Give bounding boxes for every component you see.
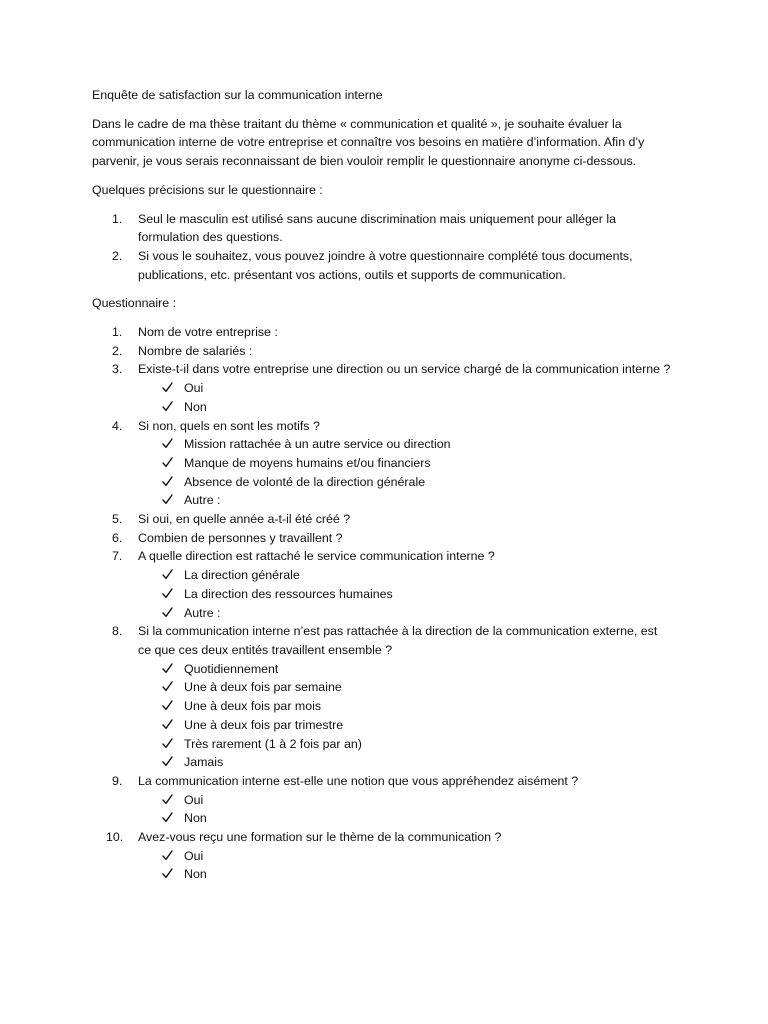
question-number: 10.: [106, 830, 124, 845]
answer-option: [92, 491, 672, 510]
question-text: Si oui, en quelle année a-t-il été créé ?: [138, 512, 351, 527]
answer-option: [92, 791, 672, 810]
checkmark-icon: [162, 604, 176, 622]
answer-option: [92, 865, 672, 884]
questions-list: [92, 323, 672, 884]
question-item: [92, 529, 672, 548]
answer-option: [92, 697, 672, 716]
answer-options: [92, 435, 672, 510]
question-text: Si non, quels en sont les motifs ?: [138, 418, 320, 433]
question-number: 1.: [112, 325, 123, 340]
question-number: 8.: [112, 624, 123, 639]
option-label: Oui: [184, 792, 204, 807]
option-label: La direction générale: [184, 568, 300, 583]
question-text: Existe-t-il dans votre entreprise une direction ou un service chargé de la communication interne ?: [138, 362, 671, 377]
question-number: 9.: [112, 773, 123, 788]
precisions-heading: Quelques précisions sur le questionnaire :: [92, 182, 323, 197]
checkmark-icon: [162, 398, 176, 416]
answer-option: [92, 716, 672, 735]
precision-text: Seul le masculin est utilisé sans aucune discrimination mais uniquement pour alléger la formulation des questions.: [138, 211, 616, 245]
option-label: Oui: [184, 848, 204, 863]
question-text: Combien de personnes y travaillent ?: [138, 530, 343, 545]
answer-option: [92, 398, 672, 417]
option-label: La direction des ressources humaines: [184, 586, 393, 601]
precision-number: 1.: [112, 211, 123, 226]
checkmark-icon: [162, 566, 176, 584]
question-item: [92, 828, 672, 847]
answer-option: [92, 660, 672, 679]
answer-option: [92, 753, 672, 772]
checkmark-icon: [162, 865, 176, 883]
precision-item: [92, 210, 672, 247]
question-text: Nom de votre entreprise :: [138, 325, 278, 340]
question-number: 6.: [112, 530, 123, 545]
question-item: [92, 417, 672, 436]
question-number: 2.: [112, 343, 123, 358]
checkmark-icon: [162, 585, 176, 603]
intro-paragraph: Dans le cadre de ma thèse traitant du thème « communication et qualité », je souhaite évaluer la communication interne de votre entreprise et connaître vos besoins en matière d’information. Afin d’y parvenir, je vous serais reconnaissant de bien vouloir remplir le questionnaire anonyme ci-dessous.: [92, 116, 645, 169]
question-item: [92, 360, 672, 379]
checkmark-icon: [162, 454, 176, 472]
checkmark-icon: [162, 847, 176, 865]
precision-number: 2.: [112, 248, 123, 263]
question-item: [92, 547, 672, 566]
question-number: 5.: [112, 512, 123, 527]
answer-option: [92, 379, 672, 398]
precision-item: [92, 247, 672, 284]
answer-option: [92, 473, 672, 492]
checkmark-icon: [162, 491, 176, 509]
option-label: Absence de volonté de la direction générale: [184, 474, 426, 489]
answer-option: [92, 809, 672, 828]
answer-option: [92, 566, 672, 585]
answer-option: [92, 604, 672, 623]
question-item: [92, 342, 672, 361]
option-label: Non: [184, 399, 207, 414]
question-number: 4.: [112, 418, 123, 433]
option-label: Une à deux fois par semaine: [184, 680, 342, 695]
option-label: Une à deux fois par mois: [184, 699, 322, 714]
answer-options: [92, 566, 672, 622]
question-text: A quelle direction est rattaché le service communication interne ?: [138, 549, 495, 564]
question-text: Nombre de salariés :: [138, 343, 253, 358]
question-text: La communication interne est-elle une notion que vous appréhendez aisément ?: [138, 773, 579, 788]
option-label: Une à deux fois par trimestre: [184, 717, 344, 732]
answer-options: [92, 847, 672, 884]
option-label: Très rarement (1 à 2 fois par an): [184, 736, 362, 751]
answer-option: [92, 585, 672, 604]
answer-option: [92, 435, 672, 454]
precision-text: Si vous le souhaitez, vous pouvez joindre à votre questionnaire complété tous documents, publications, etc. présentant vos actions, outils et supports de communication.: [138, 248, 633, 282]
questionnaire-heading: Questionnaire :: [92, 296, 177, 311]
question-text: Avez-vous reçu une formation sur le thème de la communication ?: [138, 830, 502, 845]
question-item: [92, 772, 672, 791]
option-label: Oui: [184, 381, 204, 396]
answer-options: [92, 791, 672, 828]
option-label: Manque de moyens humains et/ou financiers: [184, 455, 431, 470]
answer-option: [92, 735, 672, 754]
option-label: Non: [184, 867, 207, 882]
option-label: Autre :: [184, 605, 221, 620]
answer-option: [92, 847, 672, 866]
option-label: Non: [184, 811, 207, 826]
question-number: 7.: [112, 549, 123, 564]
answer-options: [92, 660, 672, 772]
checkmark-icon: [162, 435, 176, 453]
question-item: [92, 622, 672, 659]
question-item: [92, 510, 672, 529]
checkmark-icon: [162, 753, 176, 771]
question-item: [92, 323, 672, 342]
checkmark-icon: [162, 697, 176, 715]
answer-option: [92, 454, 672, 473]
checkmark-icon: [162, 473, 176, 491]
document-content: [92, 86, 672, 884]
checkmark-icon: [162, 809, 176, 827]
document-title: Enquête de satisfaction sur la communication interne: [92, 88, 383, 102]
question-text: Si la communication interne n’est pas rattachée à la direction de la communication externe, est ce que ces deux entités travaillent ensemble ?: [138, 624, 658, 657]
option-label: Jamais: [184, 755, 224, 770]
checkmark-icon: [162, 379, 176, 397]
option-label: Quotidiennement: [184, 661, 279, 676]
answer-options: [92, 379, 672, 416]
answer-option: [92, 678, 672, 697]
checkmark-icon: [162, 735, 176, 753]
checkmark-icon: [162, 678, 176, 696]
checkmark-icon: [162, 660, 176, 678]
checkmark-icon: [162, 716, 176, 734]
checkmark-icon: [162, 791, 176, 809]
precisions-list: [92, 210, 672, 285]
question-number: 3.: [112, 362, 123, 377]
option-label: Mission rattachée à un autre service ou direction: [184, 437, 451, 452]
option-label: Autre :: [184, 493, 221, 508]
